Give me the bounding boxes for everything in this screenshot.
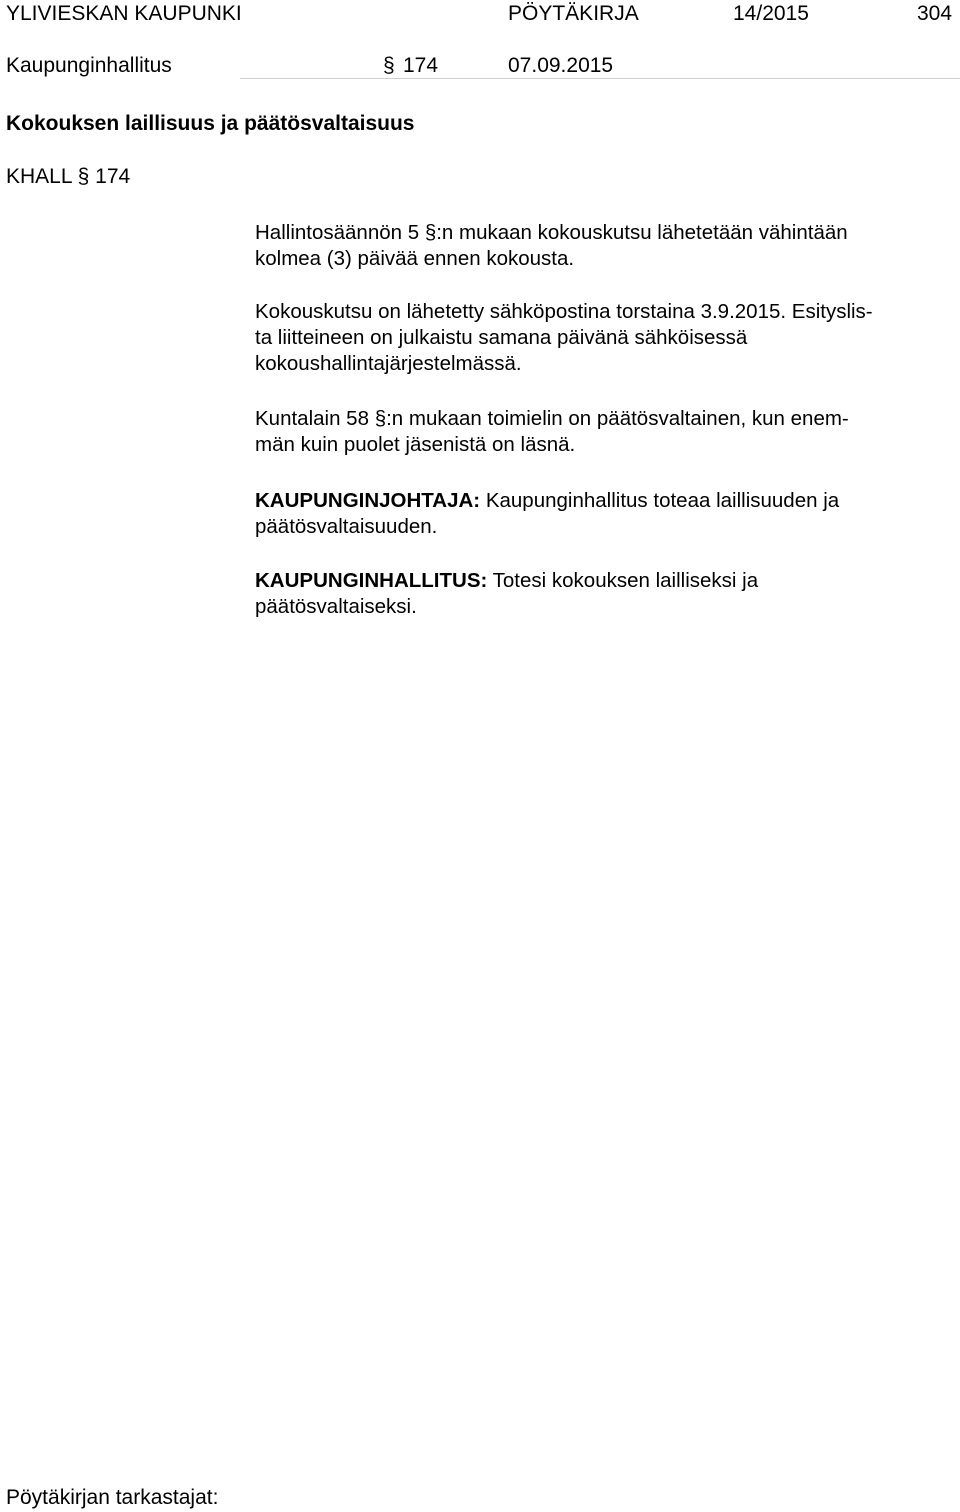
document-type: PÖYTÄKIRJA <box>508 2 639 25</box>
paragraph-line: päätösvaltaiseksi. <box>255 595 417 618</box>
organization-name: YLIVIESKAN KAUPUNKI <box>6 2 242 25</box>
paragraph-line: KAUPUNGINJOHTAJA: Kaupunginhallitus toteaa laillisuuden ja <box>255 489 840 512</box>
section-ref-sign: § <box>77 165 90 188</box>
paragraph-line: Hallintosäännön 5 §:n mukaan kokouskutsu lähetetään vähintään <box>255 221 848 244</box>
page-number: 304 <box>917 2 953 25</box>
document-number: 14/2015 <box>733 2 809 25</box>
section-sign: § <box>424 221 437 244</box>
paragraph-line: päätösvaltaisuuden. <box>255 515 438 538</box>
meeting-date: 07.09.2015 <box>508 54 614 77</box>
proposal-label: KAUPUNGINJOHTAJA: <box>255 489 481 512</box>
paragraph-line: Kokouskutsu on lähetetty sähköpostina torstaina 3.9.2015. Esityslis- <box>255 300 873 323</box>
paragraph-mayor-proposal <box>255 488 839 540</box>
paragraph-line: ta liitteineen on julkaistu samana päivänä sähköisessä <box>255 326 748 349</box>
decision-label: KAUPUNGINHALLITUS: <box>255 569 488 592</box>
paragraph-quorum-rule <box>255 406 849 458</box>
section-ref-number: 174 <box>95 165 131 188</box>
paragraph-board-decision <box>255 568 758 620</box>
paragraph-line: KAUPUNGINHALLITUS: Totesi kokouksen lailliseksi ja <box>255 569 759 592</box>
body-name: Kaupunginhallitus <box>6 54 172 77</box>
section-number: 174 <box>403 54 439 77</box>
paragraph-line: kokoushallintajärjestelmässä. <box>255 352 522 375</box>
section-sign: § <box>383 54 395 77</box>
paragraph-line: kolmea (3) päivää ennen kokousta. <box>255 247 575 270</box>
paragraph-line: män kuin puolet jäsenistä on läsnä. <box>255 433 576 456</box>
section-sign: § <box>374 407 387 430</box>
paragraph-line: Kuntalain 58 §:n mukaan toimielin on päätösvaltainen, kun enem- <box>255 407 849 430</box>
page-title: Kokouksen laillisuus ja päätösvaltaisuus <box>6 112 415 135</box>
section-prefix: KHALL <box>6 165 72 188</box>
header-divider <box>240 78 960 79</box>
paragraph-invitation-sent <box>255 299 873 377</box>
section-reference <box>6 165 130 189</box>
reviewers-label: Pöytäkirjan tarkastajat: <box>6 1486 219 1509</box>
paragraph-invitation-rule <box>255 220 848 272</box>
